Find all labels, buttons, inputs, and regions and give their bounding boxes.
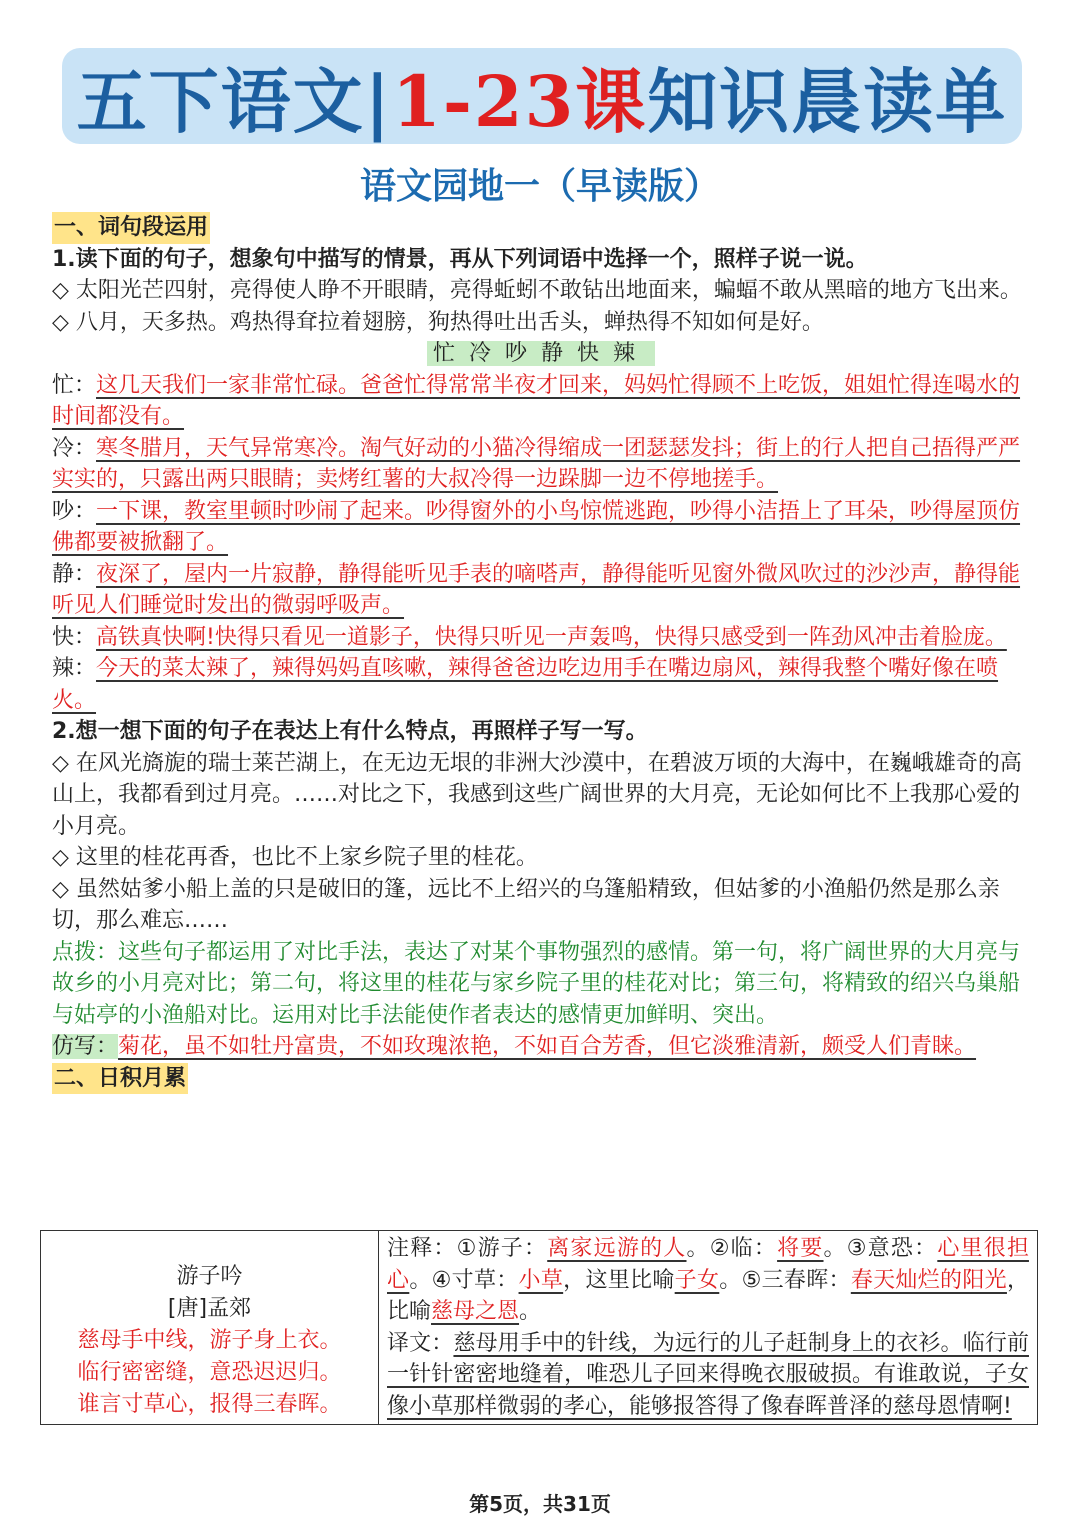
word-list: 忙冷吵静快辣 <box>427 341 655 366</box>
imitation-label: 仿写： <box>52 1034 119 1059</box>
poem-line: 临行密密缝，意恐迟迟归。 <box>77 1360 342 1385</box>
note-2-meaning: 将要 <box>777 1236 824 1261</box>
note-5-extra: ，比喻 <box>387 1267 1029 1324</box>
answer-text: 一下课，教室里顿时吵闹了起来。吵得窗外的小鸟惊慌逃跑，吵得小洁捂上了耳朵，吵得屋顶仿佛都要被掀翻了。 <box>52 498 1021 555</box>
example-sentence-1: ◇ 太阳光芒四射，亮得使人睁不开眼睛，亮得蚯蚓不敢钻出地面来，蝙蝠不敢从黑暗的地方飞出来。 <box>52 278 1022 303</box>
note-5-metaphor: 慈母之恩 <box>431 1299 520 1324</box>
example-sentence-2: ◇ 八月，天多热。鸡热得耷拉着翅膀，狗热得吐出舌头，蝉热得不知如何是好。 <box>52 309 824 335</box>
note-1-meaning: 离家远游的人 <box>547 1236 687 1261</box>
note-4-meaning: 小草 <box>518 1267 564 1293</box>
title-part-1: 五下语文| <box>76 59 393 143</box>
note-5-meaning: 春天灿烂的阳光 <box>850 1267 1007 1293</box>
note-3-term: 。③意恐： <box>823 1236 938 1261</box>
translation-label: 译文： <box>387 1330 454 1356</box>
poem-line: 慈母手中线，游子身上衣。 <box>77 1328 342 1353</box>
page-number: 第5页，共31页 <box>469 1492 611 1516</box>
answer-label: 快： <box>52 624 97 650</box>
answer-text: 高铁真快啊!快得只看见一道影子，快得只听见一声轰鸣，快得只感受到一阵劲风冲击着脸庞。 <box>96 624 1007 650</box>
word-choices <box>52 338 1030 370</box>
translation-text: 慈母用手中的针线，为远行的儿子赶制身上的衣衫。临行前一针针密密地缝着，唯恐儿子回来得晚衣服破损。有谁敢说，子女像小草那样微弱的孝心，能够报答得了像春晖普泽的慈母恩情啊! <box>387 1330 1029 1419</box>
answer-text: 今天的菜太辣了，辣得妈妈直咳嗽，辣得爸爸边吃边用手在嘴边扇风，辣得我整个嘴好像在喷火。 <box>52 656 999 713</box>
notes-label: 注释： <box>387 1236 457 1261</box>
answer-item <box>52 559 1030 622</box>
answer-text: 夜深了，屋内一片寂静，静得能听见手表的嘀嗒声，静得能听见窗外微风吹过的沙沙声，静得能听见人们睡觉时发出的微弱呼吸声。 <box>52 561 1021 618</box>
example-sentence-5: ◇ 虽然姑爹小船上盖的只是破旧的篷，远比不上绍兴的乌篷船精致，但姑爹的小渔船仍然是那么亲切，那么难忘…… <box>52 876 1000 933</box>
note-3-meaning: 心里很担心 <box>387 1236 1029 1293</box>
tip-paragraph: 点拨：这些句子都运用了对比手法，表达了对某个事物强烈的感情。第一句，将广阔世界的大月亮与故乡的小月亮对比；第二句，将这里的桂花与家乡院子里的桂花对比；第三句，将精致的绍兴乌巢船与姑亭的小渔船对比。运用对比手法能使作者表达的感情更加鲜明、突出。 <box>52 939 1021 1028</box>
imitation <box>52 1031 1030 1063</box>
poem-title: 游子吟 <box>176 1264 243 1289</box>
question-1: 1.读下面的句子，想象句中描写的情景，再从下列词语中选择一个，照样子说一说。 <box>52 246 868 272</box>
answer-label: 冷： <box>52 435 97 461</box>
note-5-end: 。 <box>519 1299 542 1324</box>
question-2: 2.想一想下面的句子在表达上有什么特点，再照样子写一写。 <box>52 719 648 744</box>
poem-cell <box>41 1231 379 1425</box>
page-subtitle: 语文园地一（早读版） <box>359 166 720 207</box>
answer-label: 吵： <box>52 498 97 524</box>
note-4-metaphor: 子女 <box>674 1267 720 1293</box>
answer-item <box>52 653 1030 716</box>
section-heading-2: 二、日积月累 <box>52 1063 188 1095</box>
note-1-term: ①游子： <box>456 1236 548 1261</box>
note-5-term: 。⑤三春晖： <box>719 1267 851 1293</box>
note-4-extra: ，这里比喻 <box>563 1267 675 1293</box>
answer-label: 忙： <box>52 372 97 398</box>
answer-item <box>52 496 1030 559</box>
note-2-term: 。②临： <box>686 1236 778 1261</box>
note-4-term: 。④寸草： <box>409 1267 519 1293</box>
section-heading-1: 一、词句段运用 <box>52 212 210 244</box>
notes-paragraph <box>387 1233 1029 1328</box>
imitation-text: 菊花，虽不如牡丹富贵，不如玫瑰浓艳，不如百合芳香，但它淡雅清新，颇受人们青睐。 <box>118 1034 977 1059</box>
poem-line: 谁言寸草心，报得三春晖。 <box>77 1392 342 1417</box>
answer-item <box>52 433 1030 496</box>
title-banner <box>62 48 1022 144</box>
poem-author: [唐]孟郊 <box>167 1296 252 1321</box>
answer-item <box>52 622 1030 654</box>
answer-text: 这几天我们一家非常忙碌。爸爸忙得常常半夜才回来，妈妈忙得顾不上吃饭，姐姐忙得连喝水的时间都没有。 <box>52 372 1021 429</box>
main-content <box>52 212 1030 1094</box>
answer-item <box>52 370 1030 433</box>
answer-text: 寒冬腊月，天气异常寒冷。淘气好动的小猫冷得缩成一团瑟瑟发抖；街上的行人把自己捂得严严实实的，只露出两只眼睛；卖烤红薯的大叔冷得一边跺脚一边不停地搓手。 <box>52 435 1021 492</box>
example-sentence-4: ◇ 这里的桂花再香，也比不上家乡院子里的桂花。 <box>52 845 538 870</box>
translation-paragraph <box>387 1328 1029 1423</box>
poem-table <box>40 1230 1038 1425</box>
title-part-3: 知识晨读单 <box>647 59 1008 143</box>
example-sentence-3: ◇ 在风光旖旎的瑞士莱芒湖上，在无边无垠的非洲大沙漠中，在碧波万顷的大海中，在巍峨雄奇的高山上，我都看到过月亮。……对比之下，我感到这些广阔世界的大月亮，无论如何比不上我那心爱的小月亮。 <box>52 750 1022 839</box>
answer-label: 静： <box>52 561 97 587</box>
title-part-2: 1-23课 <box>392 59 648 143</box>
answer-label: 辣： <box>52 656 97 681</box>
notes-cell <box>379 1231 1038 1425</box>
